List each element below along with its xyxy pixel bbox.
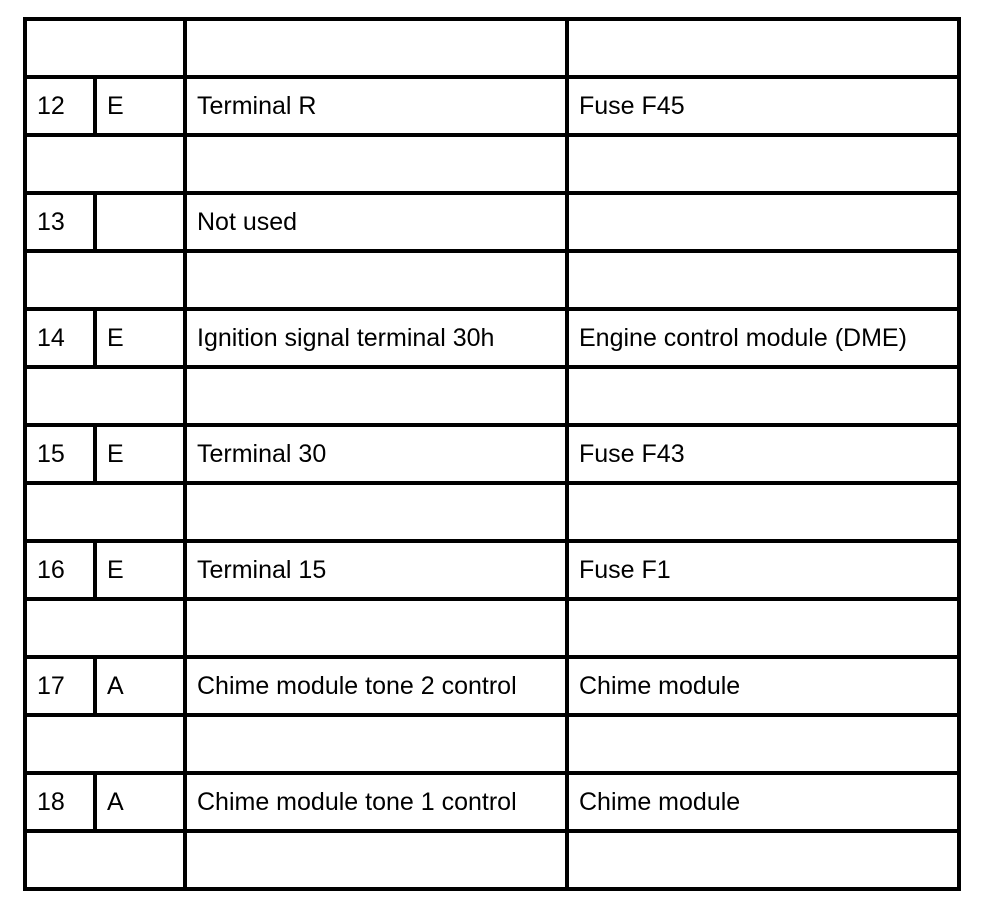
table-row <box>25 773 959 831</box>
spacer-cell <box>25 251 185 309</box>
spacer-row <box>25 19 959 77</box>
table-row <box>25 309 959 367</box>
signal-type-cell: E <box>95 309 185 367</box>
spacer-cell <box>185 19 567 77</box>
spacer-row <box>25 251 959 309</box>
pin-number-cell: 15 <box>25 425 95 483</box>
description-cell: Chime module tone 1 control <box>185 773 567 831</box>
spacer-cell <box>25 831 185 889</box>
pin-assignment-table <box>23 17 961 891</box>
signal-type-cell: E <box>95 425 185 483</box>
table-row <box>25 541 959 599</box>
signal-type-cell: E <box>95 77 185 135</box>
pin-number-cell: 16 <box>25 541 95 599</box>
spacer-row <box>25 831 959 889</box>
signal-type-cell <box>95 193 185 251</box>
pin-table-body <box>25 19 959 889</box>
pin-number-cell: 14 <box>25 309 95 367</box>
spacer-cell <box>567 367 959 425</box>
spacer-cell <box>185 135 567 193</box>
connection-cell: Chime module <box>567 657 959 715</box>
table-row <box>25 425 959 483</box>
spacer-cell <box>185 251 567 309</box>
connection-cell: Fuse F1 <box>567 541 959 599</box>
spacer-cell <box>25 483 185 541</box>
spacer-row <box>25 599 959 657</box>
spacer-cell <box>185 367 567 425</box>
description-cell: Terminal R <box>185 77 567 135</box>
description-cell: Chime module tone 2 control <box>185 657 567 715</box>
connection-cell: Engine control module (DME) <box>567 309 959 367</box>
pin-number-cell: 13 <box>25 193 95 251</box>
spacer-cell <box>185 599 567 657</box>
spacer-cell <box>567 135 959 193</box>
description-cell: Not used <box>185 193 567 251</box>
description-cell: Ignition signal terminal 30h <box>185 309 567 367</box>
description-cell: Terminal 15 <box>185 541 567 599</box>
spacer-row <box>25 715 959 773</box>
pin-number-cell: 12 <box>25 77 95 135</box>
pin-number-cell: 17 <box>25 657 95 715</box>
signal-type-cell: A <box>95 657 185 715</box>
spacer-cell <box>25 135 185 193</box>
spacer-row <box>25 367 959 425</box>
spacer-cell <box>185 483 567 541</box>
spacer-cell <box>25 599 185 657</box>
connection-cell <box>567 193 959 251</box>
spacer-cell <box>185 831 567 889</box>
table-row <box>25 657 959 715</box>
spacer-cell <box>25 715 185 773</box>
table-row <box>25 77 959 135</box>
table-row <box>25 193 959 251</box>
signal-type-cell: A <box>95 773 185 831</box>
spacer-cell <box>567 831 959 889</box>
spacer-cell <box>567 19 959 77</box>
spacer-cell <box>25 19 185 77</box>
spacer-cell <box>567 599 959 657</box>
spacer-cell <box>25 367 185 425</box>
spacer-cell <box>567 715 959 773</box>
connection-cell: Fuse F43 <box>567 425 959 483</box>
spacer-cell <box>185 715 567 773</box>
connection-cell: Fuse F45 <box>567 77 959 135</box>
spacer-row <box>25 135 959 193</box>
spacer-cell <box>567 251 959 309</box>
signal-type-cell: E <box>95 541 185 599</box>
pin-number-cell: 18 <box>25 773 95 831</box>
description-cell: Terminal 30 <box>185 425 567 483</box>
spacer-cell <box>567 483 959 541</box>
spacer-row <box>25 483 959 541</box>
connection-cell: Chime module <box>567 773 959 831</box>
